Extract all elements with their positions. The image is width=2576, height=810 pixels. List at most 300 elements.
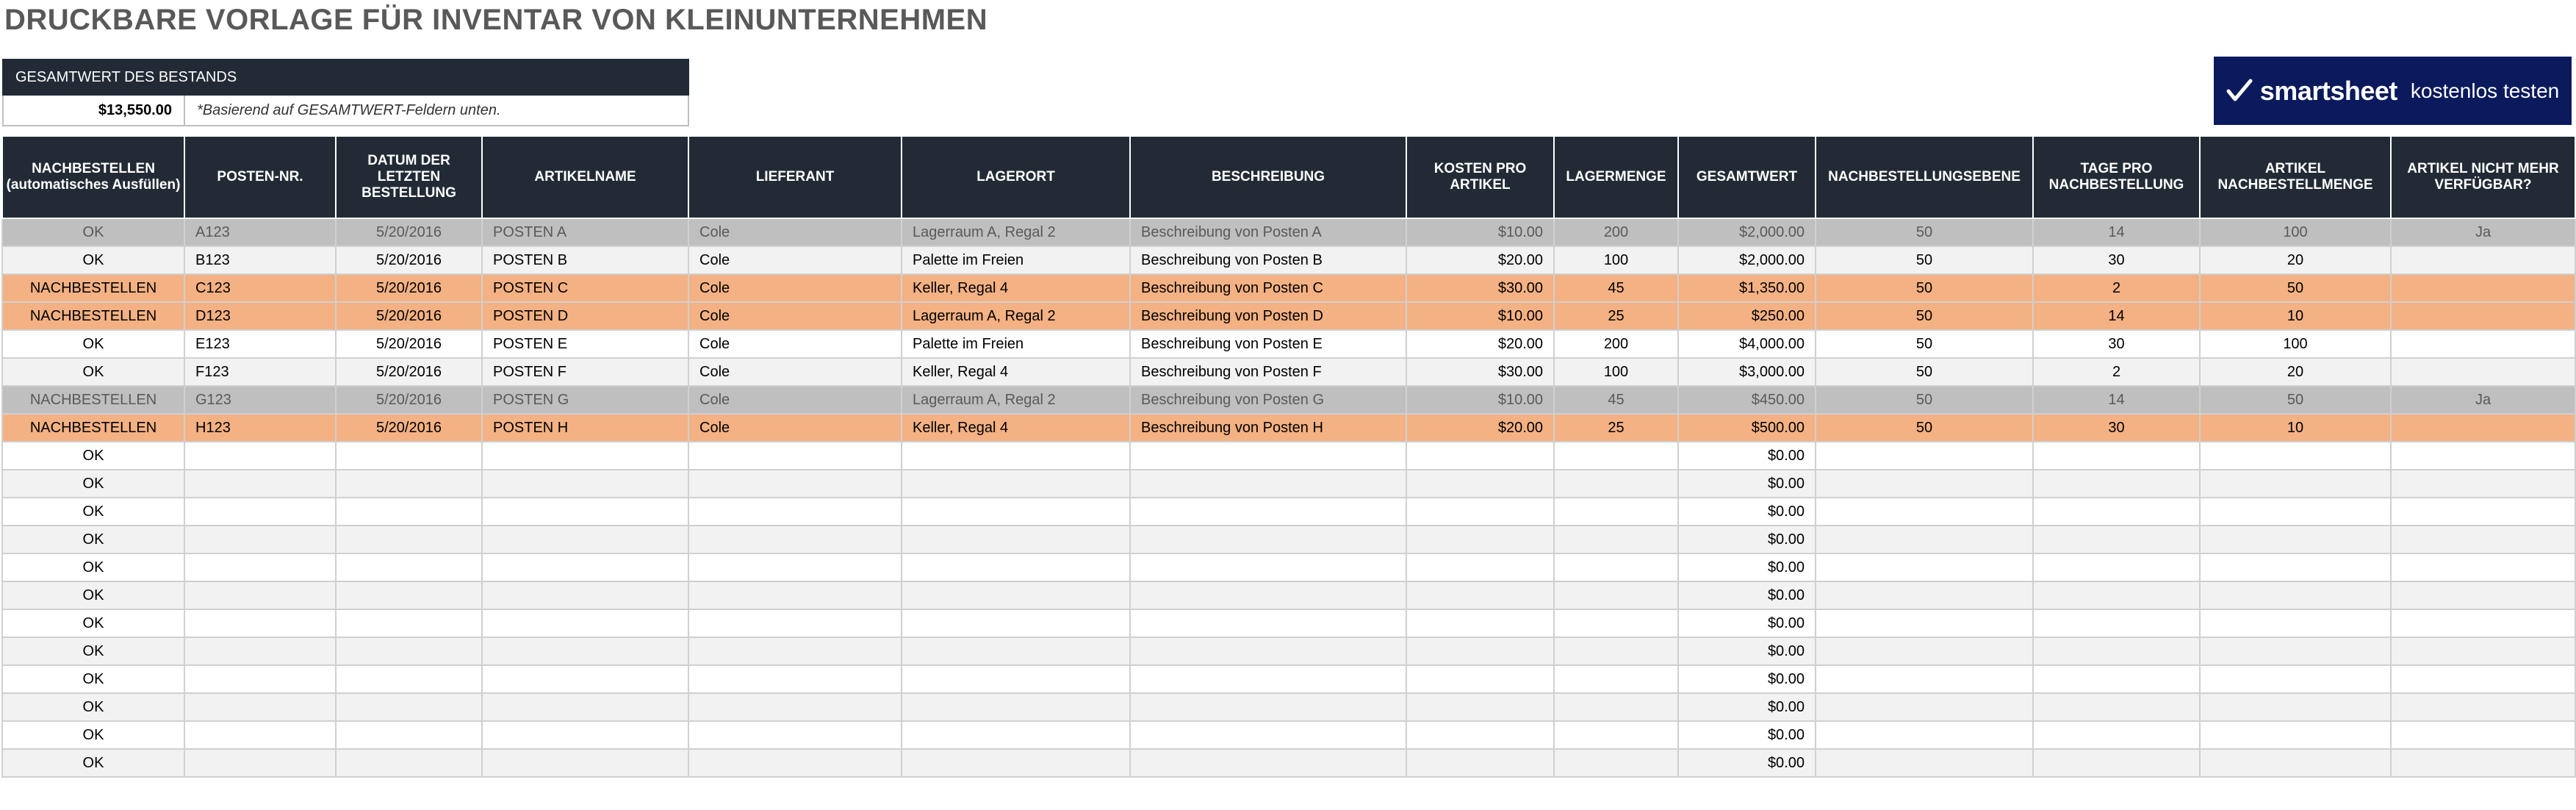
discontinued-cell[interactable] bbox=[2391, 553, 2575, 581]
stock-quantity-cell[interactable]: 25 bbox=[1554, 302, 1678, 330]
reorder-status-cell[interactable]: OK bbox=[2, 721, 184, 749]
reorder-level-cell[interactable] bbox=[1816, 749, 2033, 777]
item-number-cell[interactable] bbox=[184, 749, 336, 777]
item-number-cell[interactable]: C123 bbox=[184, 274, 336, 302]
column-header[interactable]: LIEFERANT bbox=[688, 136, 902, 218]
vendor-cell[interactable] bbox=[688, 609, 902, 637]
last-order-date-cell[interactable] bbox=[336, 665, 482, 693]
days-per-reorder-cell[interactable] bbox=[2033, 498, 2200, 526]
total-value-cell[interactable]: $0.00 bbox=[1678, 609, 1816, 637]
reorder-level-cell[interactable]: 50 bbox=[1816, 218, 2033, 246]
item-number-cell[interactable]: A123 bbox=[184, 218, 336, 246]
cost-per-item-cell[interactable] bbox=[1406, 721, 1554, 749]
item-number-cell[interactable] bbox=[184, 609, 336, 637]
days-per-reorder-cell[interactable] bbox=[2033, 721, 2200, 749]
item-name-cell[interactable] bbox=[482, 581, 688, 609]
location-cell[interactable] bbox=[902, 498, 1130, 526]
stock-quantity-cell[interactable]: 25 bbox=[1554, 414, 1678, 442]
reorder-status-cell[interactable]: NACHBESTELLEN bbox=[2, 386, 184, 414]
last-order-date-cell[interactable]: 5/20/2016 bbox=[336, 274, 482, 302]
description-cell[interactable] bbox=[1130, 581, 1406, 609]
last-order-date-cell[interactable] bbox=[336, 442, 482, 470]
location-cell[interactable] bbox=[902, 581, 1130, 609]
stock-quantity-cell[interactable] bbox=[1554, 470, 1678, 498]
location-cell[interactable] bbox=[902, 749, 1130, 777]
days-per-reorder-cell[interactable] bbox=[2033, 609, 2200, 637]
last-order-date-cell[interactable]: 5/20/2016 bbox=[336, 330, 482, 358]
discontinued-cell[interactable] bbox=[2391, 749, 2575, 777]
reorder-level-cell[interactable] bbox=[1816, 581, 2033, 609]
vendor-cell[interactable] bbox=[688, 526, 902, 553]
total-value-cell[interactable]: $1,350.00 bbox=[1678, 274, 1816, 302]
description-cell[interactable]: Beschreibung von Posten B bbox=[1130, 246, 1406, 274]
reorder-quantity-cell[interactable]: 20 bbox=[2200, 246, 2391, 274]
table-row bbox=[2, 386, 2575, 414]
stock-quantity-cell[interactable] bbox=[1554, 693, 1678, 721]
description-cell[interactable]: Beschreibung von Posten D bbox=[1130, 302, 1406, 330]
last-order-date-cell[interactable] bbox=[336, 553, 482, 581]
reorder-quantity-cell[interactable] bbox=[2200, 581, 2391, 609]
vendor-cell[interactable] bbox=[688, 581, 902, 609]
total-value-cell[interactable]: $500.00 bbox=[1678, 414, 1816, 442]
reorder-level-cell[interactable] bbox=[1816, 470, 2033, 498]
description-cell[interactable] bbox=[1130, 553, 1406, 581]
item-name-cell[interactable]: POSTEN F bbox=[482, 358, 688, 386]
total-value-cell[interactable]: $0.00 bbox=[1678, 721, 1816, 749]
reorder-quantity-cell[interactable]: 100 bbox=[2200, 330, 2391, 358]
reorder-status-cell[interactable]: OK bbox=[2, 330, 184, 358]
cost-per-item-cell[interactable] bbox=[1406, 749, 1554, 777]
reorder-quantity-cell[interactable] bbox=[2200, 665, 2391, 693]
item-name-cell[interactable] bbox=[482, 721, 688, 749]
reorder-status-cell[interactable]: OK bbox=[2, 553, 184, 581]
days-per-reorder-cell[interactable]: 2 bbox=[2033, 358, 2200, 386]
discontinued-cell[interactable] bbox=[2391, 526, 2575, 553]
reorder-level-cell[interactable] bbox=[1816, 609, 2033, 637]
total-value-cell[interactable]: $2,000.00 bbox=[1678, 246, 1816, 274]
reorder-quantity-cell[interactable]: 10 bbox=[2200, 414, 2391, 442]
description-cell[interactable]: Beschreibung von Posten G bbox=[1130, 386, 1406, 414]
location-cell[interactable]: Lagerraum A, Regal 2 bbox=[902, 302, 1130, 330]
vendor-cell[interactable]: Cole bbox=[688, 246, 902, 274]
description-cell[interactable] bbox=[1130, 749, 1406, 777]
days-per-reorder-cell[interactable] bbox=[2033, 470, 2200, 498]
reorder-status-cell[interactable]: NACHBESTELLEN bbox=[2, 274, 184, 302]
last-order-date-cell[interactable] bbox=[336, 526, 482, 553]
reorder-level-cell[interactable] bbox=[1816, 721, 2033, 749]
days-per-reorder-cell[interactable] bbox=[2033, 665, 2200, 693]
discontinued-cell[interactable]: Ja bbox=[2391, 218, 2575, 246]
reorder-quantity-cell[interactable] bbox=[2200, 609, 2391, 637]
description-cell[interactable]: Beschreibung von Posten C bbox=[1130, 274, 1406, 302]
reorder-level-cell[interactable]: 50 bbox=[1816, 386, 2033, 414]
description-cell[interactable] bbox=[1130, 442, 1406, 470]
total-value-cell[interactable]: $0.00 bbox=[1678, 526, 1816, 553]
stock-quantity-cell[interactable] bbox=[1554, 609, 1678, 637]
item-number-cell[interactable]: E123 bbox=[184, 330, 336, 358]
cost-per-item-cell[interactable]: $30.00 bbox=[1406, 358, 1554, 386]
description-cell[interactable] bbox=[1130, 637, 1406, 665]
reorder-level-cell[interactable] bbox=[1816, 665, 2033, 693]
column-header[interactable]: LAGERMENGE bbox=[1554, 136, 1678, 218]
last-order-date-cell[interactable] bbox=[336, 637, 482, 665]
last-order-date-cell[interactable]: 5/20/2016 bbox=[336, 386, 482, 414]
total-value-cell[interactable]: $0.00 bbox=[1678, 581, 1816, 609]
days-per-reorder-cell[interactable]: 2 bbox=[2033, 274, 2200, 302]
vendor-cell[interactable]: Cole bbox=[688, 414, 902, 442]
stock-quantity-cell[interactable]: 200 bbox=[1554, 218, 1678, 246]
days-per-reorder-cell[interactable]: 14 bbox=[2033, 386, 2200, 414]
stock-quantity-cell[interactable] bbox=[1554, 553, 1678, 581]
reorder-quantity-cell[interactable] bbox=[2200, 637, 2391, 665]
reorder-status-cell[interactable]: OK bbox=[2, 693, 184, 721]
location-cell[interactable] bbox=[902, 693, 1130, 721]
total-value-cell[interactable]: $0.00 bbox=[1678, 637, 1816, 665]
item-name-cell[interactable] bbox=[482, 637, 688, 665]
total-value-cell[interactable]: $0.00 bbox=[1678, 749, 1816, 777]
reorder-status-cell[interactable]: OK bbox=[2, 526, 184, 553]
description-cell[interactable]: Beschreibung von Posten F bbox=[1130, 358, 1406, 386]
days-per-reorder-cell[interactable] bbox=[2033, 442, 2200, 470]
location-cell[interactable] bbox=[902, 665, 1130, 693]
discontinued-cell[interactable] bbox=[2391, 442, 2575, 470]
total-value-cell[interactable]: $4,000.00 bbox=[1678, 330, 1816, 358]
stock-quantity-cell[interactable]: 100 bbox=[1554, 358, 1678, 386]
reorder-level-cell[interactable] bbox=[1816, 637, 2033, 665]
cost-per-item-cell[interactable] bbox=[1406, 526, 1554, 553]
last-order-date-cell[interactable]: 5/20/2016 bbox=[336, 246, 482, 274]
cost-per-item-cell[interactable] bbox=[1406, 693, 1554, 721]
item-number-cell[interactable] bbox=[184, 693, 336, 721]
item-name-cell[interactable]: POSTEN C bbox=[482, 274, 688, 302]
last-order-date-cell[interactable] bbox=[336, 470, 482, 498]
vendor-cell[interactable] bbox=[688, 498, 902, 526]
location-cell[interactable] bbox=[902, 637, 1130, 665]
column-header[interactable]: NACHBESTELLUNGSEBENE bbox=[1816, 136, 2033, 218]
location-cell[interactable]: Lagerraum A, Regal 2 bbox=[902, 218, 1130, 246]
description-cell[interactable] bbox=[1130, 721, 1406, 749]
column-header[interactable]: BESCHREIBUNG bbox=[1130, 136, 1406, 218]
column-header[interactable]: NACHBESTELLEN (automatisches Ausfüllen) bbox=[2, 136, 184, 218]
reorder-status-cell[interactable]: OK bbox=[2, 218, 184, 246]
column-header[interactable]: LAGERORT bbox=[902, 136, 1130, 218]
days-per-reorder-cell[interactable] bbox=[2033, 553, 2200, 581]
reorder-quantity-cell[interactable] bbox=[2200, 526, 2391, 553]
column-header[interactable]: DATUM DER LETZTEN BESTELLUNG bbox=[336, 136, 482, 218]
vendor-cell[interactable] bbox=[688, 553, 902, 581]
reorder-quantity-cell[interactable]: 50 bbox=[2200, 274, 2391, 302]
last-order-date-cell[interactable]: 5/20/2016 bbox=[336, 414, 482, 442]
description-cell[interactable] bbox=[1130, 498, 1406, 526]
days-per-reorder-cell[interactable] bbox=[2033, 693, 2200, 721]
last-order-date-cell[interactable] bbox=[336, 609, 482, 637]
column-header[interactable]: ARTIKELNAME bbox=[482, 136, 688, 218]
reorder-level-cell[interactable] bbox=[1816, 553, 2033, 581]
location-cell[interactable]: Keller, Regal 4 bbox=[902, 414, 1130, 442]
last-order-date-cell[interactable] bbox=[336, 693, 482, 721]
reorder-status-cell[interactable]: OK bbox=[2, 470, 184, 498]
total-value-cell[interactable]: $0.00 bbox=[1678, 693, 1816, 721]
discontinued-cell[interactable] bbox=[2391, 470, 2575, 498]
reorder-status-cell[interactable]: OK bbox=[2, 749, 184, 777]
description-cell[interactable] bbox=[1130, 526, 1406, 553]
discontinued-cell[interactable] bbox=[2391, 721, 2575, 749]
reorder-quantity-cell[interactable]: 10 bbox=[2200, 302, 2391, 330]
reorder-level-cell[interactable] bbox=[1816, 693, 2033, 721]
location-cell[interactable]: Lagerraum A, Regal 2 bbox=[902, 386, 1130, 414]
reorder-status-cell[interactable]: OK bbox=[2, 609, 184, 637]
stock-quantity-cell[interactable] bbox=[1554, 749, 1678, 777]
item-number-cell[interactable] bbox=[184, 442, 336, 470]
cost-per-item-cell[interactable]: $30.00 bbox=[1406, 274, 1554, 302]
reorder-status-cell[interactable]: NACHBESTELLEN bbox=[2, 302, 184, 330]
reorder-status-cell[interactable]: NACHBESTELLEN bbox=[2, 414, 184, 442]
last-order-date-cell[interactable]: 5/20/2016 bbox=[336, 358, 482, 386]
days-per-reorder-cell[interactable]: 30 bbox=[2033, 330, 2200, 358]
stock-quantity-cell[interactable] bbox=[1554, 498, 1678, 526]
location-cell[interactable]: Keller, Regal 4 bbox=[902, 274, 1130, 302]
discontinued-cell[interactable] bbox=[2391, 693, 2575, 721]
discontinued-cell[interactable] bbox=[2391, 330, 2575, 358]
vendor-cell[interactable] bbox=[688, 693, 902, 721]
total-value-cell[interactable]: $450.00 bbox=[1678, 386, 1816, 414]
item-number-cell[interactable] bbox=[184, 637, 336, 665]
reorder-level-cell[interactable]: 50 bbox=[1816, 246, 2033, 274]
stock-quantity-cell[interactable]: 200 bbox=[1554, 330, 1678, 358]
cost-per-item-cell[interactable] bbox=[1406, 609, 1554, 637]
stock-quantity-cell[interactable] bbox=[1554, 721, 1678, 749]
location-cell[interactable]: Palette im Freien bbox=[902, 330, 1130, 358]
stock-quantity-cell[interactable]: 45 bbox=[1554, 274, 1678, 302]
item-number-cell[interactable] bbox=[184, 581, 336, 609]
table-row bbox=[2, 721, 2575, 749]
reorder-level-cell[interactable]: 50 bbox=[1816, 414, 2033, 442]
item-name-cell[interactable]: POSTEN B bbox=[482, 246, 688, 274]
description-cell[interactable] bbox=[1130, 609, 1406, 637]
discontinued-cell[interactable] bbox=[2391, 609, 2575, 637]
location-cell[interactable] bbox=[902, 609, 1130, 637]
cost-per-item-cell[interactable] bbox=[1406, 665, 1554, 693]
item-name-cell[interactable]: POSTEN E bbox=[482, 330, 688, 358]
last-order-date-cell[interactable] bbox=[336, 749, 482, 777]
reorder-quantity-cell[interactable]: 20 bbox=[2200, 358, 2391, 386]
column-header[interactable]: ARTIKEL NICHT MEHR VERFÜGBAR? bbox=[2391, 136, 2575, 218]
cost-per-item-cell[interactable] bbox=[1406, 553, 1554, 581]
days-per-reorder-cell[interactable] bbox=[2033, 749, 2200, 777]
discontinued-cell[interactable] bbox=[2391, 274, 2575, 302]
item-number-cell[interactable]: H123 bbox=[184, 414, 336, 442]
location-cell[interactable]: Keller, Regal 4 bbox=[902, 358, 1130, 386]
description-cell[interactable] bbox=[1130, 665, 1406, 693]
cost-per-item-cell[interactable]: $10.00 bbox=[1406, 386, 1554, 414]
vendor-cell[interactable]: Cole bbox=[688, 302, 902, 330]
column-header[interactable]: POSTEN-NR. bbox=[184, 136, 336, 218]
item-number-cell[interactable]: F123 bbox=[184, 358, 336, 386]
reorder-quantity-cell[interactable] bbox=[2200, 498, 2391, 526]
reorder-quantity-cell[interactable] bbox=[2200, 721, 2391, 749]
item-name-cell[interactable] bbox=[482, 693, 688, 721]
reorder-level-cell[interactable]: 50 bbox=[1816, 302, 2033, 330]
reorder-quantity-cell[interactable] bbox=[2200, 749, 2391, 777]
stock-quantity-cell[interactable]: 100 bbox=[1554, 246, 1678, 274]
item-name-cell[interactable] bbox=[482, 442, 688, 470]
cost-per-item-cell[interactable]: $20.00 bbox=[1406, 330, 1554, 358]
days-per-reorder-cell[interactable]: 30 bbox=[2033, 246, 2200, 274]
column-header[interactable]: GESAMTWERT bbox=[1678, 136, 1816, 218]
column-header[interactable]: TAGE PRO NACHBESTELLUNG bbox=[2033, 136, 2200, 218]
discontinued-cell[interactable] bbox=[2391, 358, 2575, 386]
last-order-date-cell[interactable] bbox=[336, 721, 482, 749]
item-name-cell[interactable]: POSTEN A bbox=[482, 218, 688, 246]
description-cell[interactable] bbox=[1130, 693, 1406, 721]
description-cell[interactable]: Beschreibung von Posten E bbox=[1130, 330, 1406, 358]
reorder-status-cell[interactable]: OK bbox=[2, 246, 184, 274]
cost-per-item-cell[interactable] bbox=[1406, 581, 1554, 609]
item-name-cell[interactable]: POSTEN G bbox=[482, 386, 688, 414]
total-value-cell[interactable]: $0.00 bbox=[1678, 553, 1816, 581]
item-name-cell[interactable]: POSTEN H bbox=[482, 414, 688, 442]
column-header[interactable]: ARTIKEL NACHBESTELLMENGE bbox=[2200, 136, 2391, 218]
stock-quantity-cell[interactable] bbox=[1554, 442, 1678, 470]
discontinued-cell[interactable] bbox=[2391, 637, 2575, 665]
cost-per-item-cell[interactable]: $10.00 bbox=[1406, 302, 1554, 330]
total-value-cell[interactable]: $3,000.00 bbox=[1678, 358, 1816, 386]
reorder-level-cell[interactable]: 50 bbox=[1816, 274, 2033, 302]
total-value-cell[interactable]: $0.00 bbox=[1678, 665, 1816, 693]
vendor-cell[interactable] bbox=[688, 470, 902, 498]
summary-header: GESAMTWERT DES BESTANDS bbox=[3, 60, 688, 95]
discontinued-cell[interactable] bbox=[2391, 414, 2575, 442]
reorder-status-cell[interactable]: OK bbox=[2, 665, 184, 693]
days-per-reorder-cell[interactable] bbox=[2033, 581, 2200, 609]
summary-total-value[interactable]: $13,550.00 bbox=[3, 95, 184, 126]
reorder-quantity-cell[interactable] bbox=[2200, 442, 2391, 470]
vendor-cell[interactable] bbox=[688, 721, 902, 749]
vendor-cell[interactable]: Cole bbox=[688, 330, 902, 358]
reorder-status-cell[interactable]: OK bbox=[2, 581, 184, 609]
cost-per-item-cell[interactable] bbox=[1406, 637, 1554, 665]
reorder-level-cell[interactable] bbox=[1816, 442, 2033, 470]
vendor-cell[interactable]: Cole bbox=[688, 274, 902, 302]
last-order-date-cell[interactable]: 5/20/2016 bbox=[336, 302, 482, 330]
item-number-cell[interactable]: B123 bbox=[184, 246, 336, 274]
item-number-cell[interactable]: G123 bbox=[184, 386, 336, 414]
vendor-cell[interactable] bbox=[688, 749, 902, 777]
item-number-cell[interactable] bbox=[184, 721, 336, 749]
item-number-cell[interactable]: D123 bbox=[184, 302, 336, 330]
item-name-cell[interactable] bbox=[482, 749, 688, 777]
reorder-quantity-cell[interactable] bbox=[2200, 553, 2391, 581]
reorder-level-cell[interactable]: 50 bbox=[1816, 358, 2033, 386]
item-number-cell[interactable] bbox=[184, 470, 336, 498]
location-cell[interactable] bbox=[902, 442, 1130, 470]
item-name-cell[interactable] bbox=[482, 470, 688, 498]
last-order-date-cell[interactable] bbox=[336, 581, 482, 609]
smartsheet-trial-button[interactable] bbox=[2214, 57, 2572, 125]
table-row bbox=[2, 246, 2575, 274]
reorder-quantity-cell[interactable] bbox=[2200, 693, 2391, 721]
discontinued-cell[interactable] bbox=[2391, 498, 2575, 526]
total-value-cell[interactable]: $0.00 bbox=[1678, 470, 1816, 498]
vendor-cell[interactable] bbox=[688, 665, 902, 693]
reorder-quantity-cell[interactable] bbox=[2200, 470, 2391, 498]
cost-per-item-cell[interactable]: $10.00 bbox=[1406, 218, 1554, 246]
item-number-cell[interactable] bbox=[184, 526, 336, 553]
discontinued-cell[interactable]: Ja bbox=[2391, 386, 2575, 414]
vendor-cell[interactable]: Cole bbox=[688, 386, 902, 414]
column-header[interactable]: KOSTEN PRO ARTIKEL bbox=[1406, 136, 1554, 218]
description-cell[interactable] bbox=[1130, 470, 1406, 498]
stock-quantity-cell[interactable] bbox=[1554, 665, 1678, 693]
stock-quantity-cell[interactable] bbox=[1554, 637, 1678, 665]
discontinued-cell[interactable] bbox=[2391, 665, 2575, 693]
stock-quantity-cell[interactable]: 45 bbox=[1554, 386, 1678, 414]
item-name-cell[interactable] bbox=[482, 526, 688, 553]
vendor-cell[interactable] bbox=[688, 637, 902, 665]
cost-per-item-cell[interactable] bbox=[1406, 498, 1554, 526]
total-value-cell[interactable]: $250.00 bbox=[1678, 302, 1816, 330]
cost-per-item-cell[interactable]: $20.00 bbox=[1406, 414, 1554, 442]
reorder-quantity-cell[interactable]: 100 bbox=[2200, 218, 2391, 246]
description-cell[interactable]: Beschreibung von Posten A bbox=[1130, 218, 1406, 246]
last-order-date-cell[interactable]: 5/20/2016 bbox=[336, 218, 482, 246]
reorder-status-cell[interactable]: OK bbox=[2, 442, 184, 470]
stock-quantity-cell[interactable] bbox=[1554, 581, 1678, 609]
reorder-status-cell[interactable]: OK bbox=[2, 498, 184, 526]
item-name-cell[interactable] bbox=[482, 609, 688, 637]
discontinued-cell[interactable] bbox=[2391, 302, 2575, 330]
reorder-level-cell[interactable]: 50 bbox=[1816, 330, 2033, 358]
days-per-reorder-cell[interactable] bbox=[2033, 526, 2200, 553]
item-number-cell[interactable] bbox=[184, 665, 336, 693]
days-per-reorder-cell[interactable]: 14 bbox=[2033, 218, 2200, 246]
location-cell[interactable] bbox=[902, 526, 1130, 553]
total-value-cell[interactable]: $0.00 bbox=[1678, 442, 1816, 470]
location-cell[interactable] bbox=[902, 470, 1130, 498]
cost-per-item-cell[interactable] bbox=[1406, 470, 1554, 498]
vendor-cell[interactable] bbox=[688, 442, 902, 470]
cost-per-item-cell[interactable] bbox=[1406, 442, 1554, 470]
days-per-reorder-cell[interactable]: 30 bbox=[2033, 414, 2200, 442]
last-order-date-cell[interactable] bbox=[336, 498, 482, 526]
reorder-quantity-cell[interactable]: 50 bbox=[2200, 386, 2391, 414]
reorder-status-cell[interactable]: OK bbox=[2, 358, 184, 386]
total-value-cell[interactable]: $2,000.00 bbox=[1678, 218, 1816, 246]
days-per-reorder-cell[interactable] bbox=[2033, 637, 2200, 665]
discontinued-cell[interactable] bbox=[2391, 581, 2575, 609]
total-value-cell[interactable]: $0.00 bbox=[1678, 498, 1816, 526]
reorder-status-cell[interactable]: OK bbox=[2, 637, 184, 665]
discontinued-cell[interactable] bbox=[2391, 246, 2575, 274]
days-per-reorder-cell[interactable]: 14 bbox=[2033, 302, 2200, 330]
vendor-cell[interactable]: Cole bbox=[688, 218, 902, 246]
stock-quantity-cell[interactable] bbox=[1554, 526, 1678, 553]
item-number-cell[interactable] bbox=[184, 553, 336, 581]
reorder-level-cell[interactable] bbox=[1816, 498, 2033, 526]
item-name-cell[interactable] bbox=[482, 498, 688, 526]
location-cell[interactable]: Palette im Freien bbox=[902, 246, 1130, 274]
item-name-cell[interactable]: POSTEN D bbox=[482, 302, 688, 330]
vendor-cell[interactable]: Cole bbox=[688, 358, 902, 386]
item-number-cell[interactable] bbox=[184, 498, 336, 526]
item-name-cell[interactable] bbox=[482, 553, 688, 581]
reorder-level-cell[interactable] bbox=[1816, 526, 2033, 553]
location-cell[interactable] bbox=[902, 553, 1130, 581]
cost-per-item-cell[interactable]: $20.00 bbox=[1406, 246, 1554, 274]
description-cell[interactable]: Beschreibung von Posten H bbox=[1130, 414, 1406, 442]
item-name-cell[interactable] bbox=[482, 665, 688, 693]
location-cell[interactable] bbox=[902, 721, 1130, 749]
